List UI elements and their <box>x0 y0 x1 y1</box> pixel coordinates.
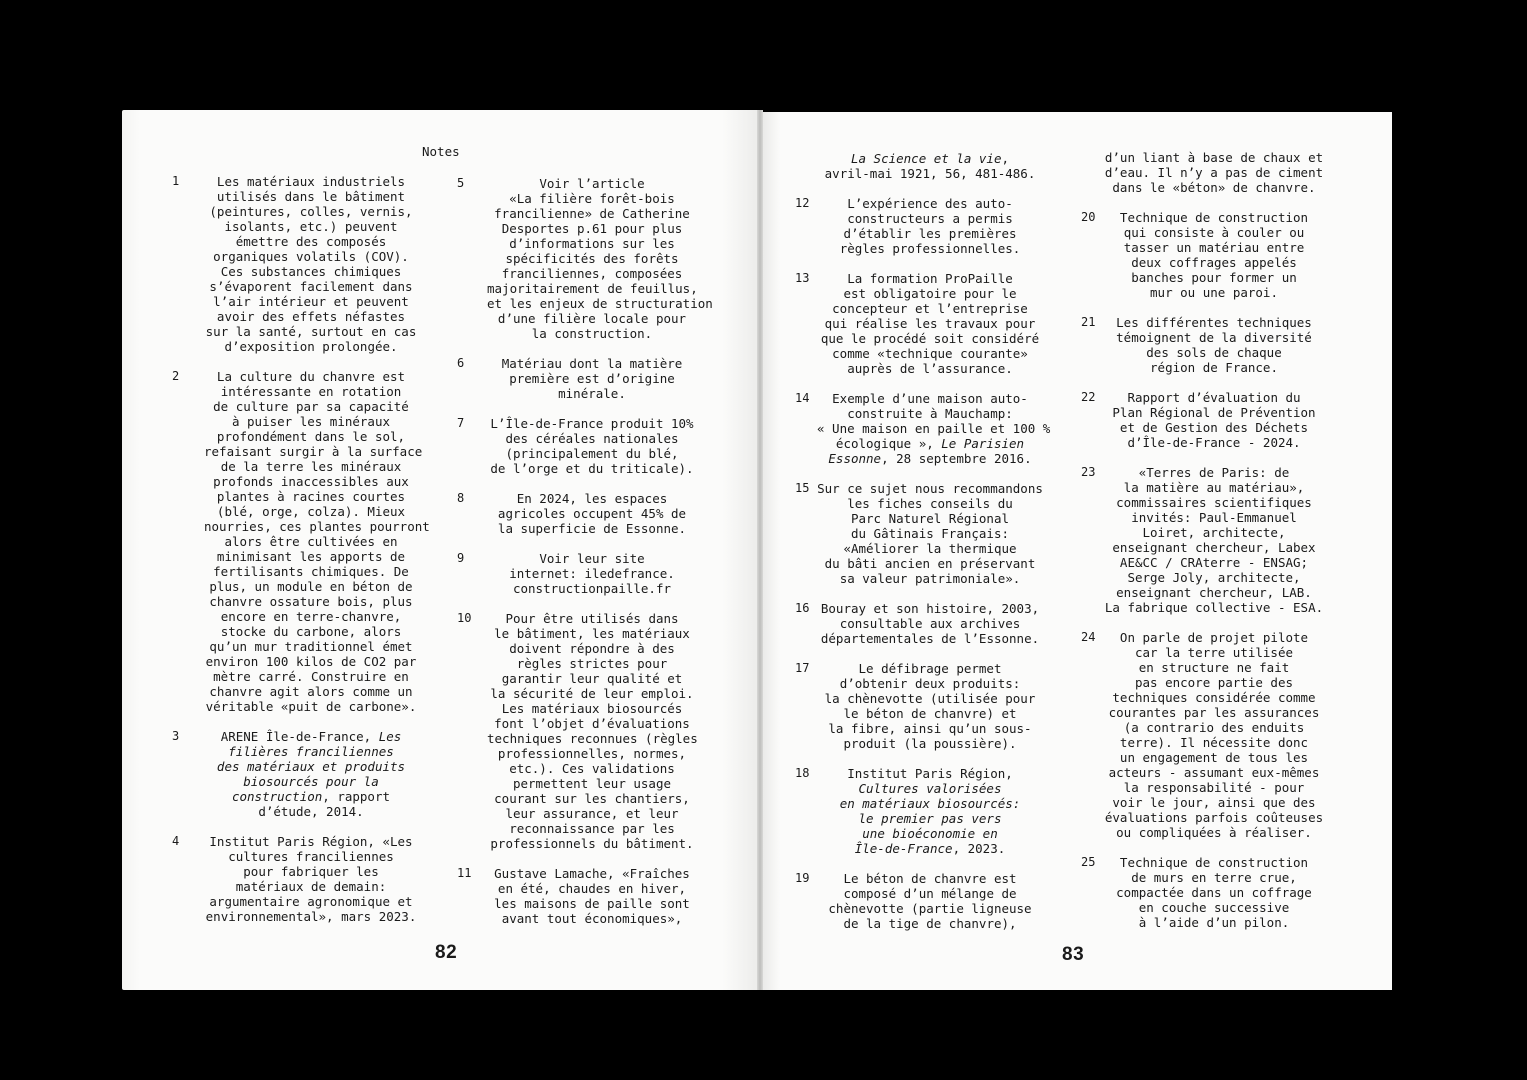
note-line: La culture du chanvre est <box>216 369 406 384</box>
note-line: enseignant chercheur, Labex <box>1112 540 1316 555</box>
note-line: mètre carré. Construire en <box>213 669 409 684</box>
note-line: techniques considérée comme <box>1112 690 1316 705</box>
note-line: utilisés dans le bâtiment <box>216 189 406 204</box>
note-line: (principalement du blé, <box>505 446 679 461</box>
note-line: Les matériaux industriels <box>216 174 406 189</box>
note-line: commissaires scientifiques <box>1116 495 1312 510</box>
note-line: cultures franciliennes <box>228 849 394 864</box>
note-line: d’établir les premières <box>843 226 1017 241</box>
note-line: environnemental», mars 2023. <box>205 909 417 924</box>
note-line: compactée dans un coffrage <box>1116 885 1312 900</box>
note-line: une bioéconomie en <box>862 826 998 841</box>
note-text <box>204 834 418 924</box>
note-line: reconnaissance par les <box>509 821 675 836</box>
note-line: émettre des composés <box>235 234 387 249</box>
note-line: Technique de construction <box>1119 210 1309 225</box>
note-line: des matériaux et produits <box>216 759 406 774</box>
note-line: départementales de l’Essonne. <box>820 631 1040 646</box>
note-line: banches pour former un <box>1131 270 1297 285</box>
note-line: d’informations sur les <box>509 236 675 251</box>
note-text <box>487 866 697 926</box>
note-line: qu’un mur traditionnel émet <box>209 639 413 654</box>
note-line: filières franciliennes <box>228 744 394 759</box>
note-line: organiques volatils (COV). <box>213 249 409 264</box>
note-line: la chènevotte (utilisée pour <box>824 691 1036 706</box>
note-text <box>1103 390 1325 450</box>
note-line: auprès de l’assurance. <box>847 361 1013 376</box>
note-line: Voir leur site <box>539 551 645 566</box>
note-text <box>817 481 1043 586</box>
note-14 <box>795 391 1051 466</box>
note-line: On parle de projet pilote <box>1119 630 1309 645</box>
note-number: 15 <box>795 481 810 495</box>
note-8 <box>457 491 697 536</box>
note-line: Parc Naturel Régional <box>850 511 1010 526</box>
note-col4-continued <box>1081 150 1325 195</box>
note-16 <box>795 601 1043 646</box>
note-line: première est d’origine <box>509 371 675 386</box>
note-line: etc.). Ces validations <box>509 761 675 776</box>
note-line: refaisant surgir à la surface <box>204 444 423 459</box>
note-line: alors être cultivées en <box>224 534 398 549</box>
note-text <box>487 551 697 596</box>
note-line: pas encore partie des <box>1134 675 1294 690</box>
note-line: d’obtenir deux produits: <box>839 676 1021 691</box>
note-text <box>817 391 1051 466</box>
note-line: d’étude, 2014. <box>258 804 364 819</box>
note-line: L’Île-de-France produit 10% <box>490 416 694 431</box>
note-text <box>204 174 418 354</box>
note-number: 20 <box>1081 210 1096 224</box>
note-line: de la tige de chanvre), <box>843 916 1017 931</box>
note-line: «La filière forêt-bois <box>509 191 675 206</box>
note-line: isolants, etc.) peuvent <box>224 219 398 234</box>
note-9 <box>457 551 697 596</box>
note-line: agricoles occupent 45% de <box>497 506 687 521</box>
note-line: francilienne» de Catherine <box>494 206 690 221</box>
note-line: en couche successive <box>1138 900 1290 915</box>
note-5 <box>457 176 713 341</box>
note-line: et de Gestion des Déchets <box>1119 420 1309 435</box>
note-line: Cultures valorisées <box>858 781 1002 796</box>
note-number: 11 <box>457 866 472 880</box>
note-line: doivent répondre à des <box>509 641 675 656</box>
note-number: 12 <box>795 196 810 210</box>
note-line: stocke du carbone, alors <box>220 624 402 639</box>
note-4 <box>172 834 418 924</box>
note-line: AE&CC / CRAterre - ENSAG; <box>1119 555 1309 570</box>
note-line: internet: iledefrance. <box>509 566 675 581</box>
page-number-right: 83 <box>1062 944 1085 965</box>
note-line: véritable «puit de carbone». <box>205 699 417 714</box>
note-line: minérale. <box>558 386 626 401</box>
note-line: en matériaux biosourcés: <box>839 796 1021 811</box>
note-line: Île-de-France, 2023. <box>854 841 1006 856</box>
book-gutter <box>757 110 763 990</box>
note-line: de culture par sa capacité <box>213 399 409 414</box>
note-line: car la terre utilisée <box>1134 645 1294 660</box>
note-line: d’une filière locale pour <box>497 311 687 326</box>
note-line: chanvre ossature bois, plus <box>209 594 413 609</box>
note-line: du Gâtinais Français: <box>850 526 1010 541</box>
note-text <box>1103 855 1325 930</box>
note-line: d’eau. Il n’y a pas de ciment <box>1104 165 1324 180</box>
note-line: qui réalise les travaux pour <box>824 316 1036 331</box>
note-line: les fiches conseils du <box>847 496 1013 511</box>
note-line: ARENE Île-de-France, Les <box>220 729 402 744</box>
note-line: la fibre, ainsi qu’un sous- <box>828 721 1032 736</box>
note-line: En 2024, les espaces <box>516 491 668 506</box>
note-line: profonds inaccessibles aux <box>213 474 409 489</box>
note-line: fertilisants chimiques. De <box>213 564 409 579</box>
note-number: 23 <box>1081 465 1096 479</box>
note-line: avril-mai 1921, 56, 481-486. <box>824 166 1036 181</box>
note-line: Technique de construction <box>1119 855 1309 870</box>
note-text <box>817 871 1043 931</box>
note-line: encore en terre-chanvre, <box>220 609 402 624</box>
note-line: le béton de chanvre) et <box>843 706 1017 721</box>
note-line: matériaux de demain: <box>235 879 387 894</box>
note-line: majoritairement de feuillus, <box>487 281 698 296</box>
note-11 <box>457 866 697 926</box>
note-line: produit (la poussière). <box>843 736 1017 751</box>
note-line: techniques reconnues (règles <box>487 731 698 746</box>
note-text <box>817 661 1043 751</box>
note-number: 5 <box>457 176 465 190</box>
note-line: ou compliquées à réaliser. <box>1116 825 1312 840</box>
note-line: Gustave Lamache, «Fraîches <box>494 866 690 881</box>
note-line: biosourcés pour la <box>243 774 379 789</box>
note-number: 7 <box>457 416 465 430</box>
note-line: en été, chaudes en hiver, <box>497 881 687 896</box>
note-line: la construction. <box>531 326 653 341</box>
note-line: Les différentes techniques <box>1116 315 1312 330</box>
note-line: Loiret, architecte, <box>1142 525 1286 540</box>
note-line: intéressante en rotation <box>220 384 402 399</box>
note-line: argumentaire agronomique et <box>209 894 413 909</box>
note-line: qui consiste à couler ou <box>1123 225 1305 240</box>
note-line: la superficie de Essonne. <box>497 521 687 536</box>
note-line: la matière au matériau», <box>1123 480 1305 495</box>
note-line: Serge Joly, architecte, <box>1127 570 1301 585</box>
note-line: de murs en terre crue, <box>1131 870 1297 885</box>
note-line: s’évaporent facilement dans <box>209 279 413 294</box>
note-number: 19 <box>795 871 810 885</box>
note-line: (peintures, colles, vernis, <box>209 204 413 219</box>
note-text <box>1103 630 1325 840</box>
note-line: avoir des effets néfastes <box>216 309 406 324</box>
note-line: règles professionnelles. <box>839 241 1021 256</box>
notes-column-2 <box>457 176 713 941</box>
note-text <box>204 369 430 714</box>
note-line: Sur ce sujet nous recommandons <box>817 481 1043 496</box>
note-line: un engagement de tous les <box>1119 750 1309 765</box>
note-number: 1 <box>172 174 180 188</box>
note-1 <box>172 174 418 354</box>
note-line: Institut Paris Région, «Les <box>209 834 413 849</box>
note-line: professionnels du bâtiment. <box>490 836 694 851</box>
note-line: La formation ProPaille <box>847 271 1013 286</box>
note-line: leur assurance, et leur <box>505 806 679 821</box>
note-line: minimisant les apports de <box>216 549 406 564</box>
note-number: 25 <box>1081 855 1096 869</box>
note-line: «Améliorer la thermique <box>843 541 1017 556</box>
notes-column-4 <box>1081 150 1325 945</box>
note-line: à l’aide d’un pilon. <box>1138 915 1290 930</box>
note-25 <box>1081 855 1325 930</box>
note-line: Rapport d’évaluation du <box>1127 390 1301 405</box>
note-line: est obligatoire pour le <box>843 286 1017 301</box>
note-line: Plan Régional de Prévention <box>1112 405 1316 420</box>
note-line: Ces substances chimiques <box>220 264 402 279</box>
note-line: Le défibrage permet <box>858 661 1002 676</box>
note-line: enseignant chercheur, LAB. <box>1116 585 1312 600</box>
note-3 <box>172 729 418 819</box>
note-17 <box>795 661 1043 751</box>
note-line: voir le jour, ainsi que des <box>1112 795 1316 810</box>
note-line: témoignent de la diversité <box>1116 330 1312 345</box>
note-line: La Science et la vie, <box>850 151 1010 166</box>
note-line: courantes par les assurances <box>1108 705 1320 720</box>
note-line: constructeurs a permis <box>847 211 1013 226</box>
note-line: plus, un module en béton de <box>209 579 413 594</box>
note-line: (a contrario des enduits <box>1123 720 1305 735</box>
note-6 <box>457 356 697 401</box>
note-line: que le procédé soit considéré <box>820 331 1040 346</box>
note-line: nourries, ces plantes pourront <box>204 519 430 534</box>
note-10 <box>457 611 697 851</box>
note-line: chènevotte (partie ligneuse <box>828 901 1032 916</box>
note-line: de l’orge et du triticale). <box>490 461 694 476</box>
note-24 <box>1081 630 1325 840</box>
note-21 <box>1081 315 1325 375</box>
note-line: avant tout économiques», <box>501 911 683 926</box>
note-line: Essonne, 28 septembre 2016. <box>828 451 1032 466</box>
note-col3-continued <box>795 151 1043 181</box>
note-line: de la terre les minéraux <box>220 459 402 474</box>
note-line: pour fabriquer les <box>243 864 379 879</box>
note-line: composé d’un mélange de <box>843 886 1017 901</box>
note-line: l’air intérieur et peuvent <box>213 294 409 309</box>
note-line: sa valeur patrimoniale». <box>839 571 1021 586</box>
notes-column-3 <box>795 151 1051 946</box>
note-line: Bouray et son histoire, 2003, <box>820 601 1040 616</box>
note-line: «Terres de Paris: de <box>1138 465 1290 480</box>
notes-column-1 <box>172 174 430 939</box>
note-line: acteurs - assumant eux-mêmes <box>1108 765 1320 780</box>
note-line: Desportes p.61 pour plus <box>501 221 683 236</box>
note-line: chanvre agit alors comme un <box>209 684 413 699</box>
note-line: règles strictes pour <box>516 656 668 671</box>
note-number: 9 <box>457 551 465 565</box>
note-line: invités: Paul-Emmanuel <box>1131 510 1297 525</box>
note-line: construite à Mauchamp: <box>847 406 1013 421</box>
note-line: région de France. <box>1150 360 1278 375</box>
note-line: consultable aux archives <box>839 616 1021 631</box>
note-line: Les matériaux biosourcés <box>501 701 683 716</box>
note-number: 4 <box>172 834 180 848</box>
note-text <box>1103 150 1325 195</box>
note-text <box>204 729 418 819</box>
note-line: terre). Il nécessite donc <box>1119 735 1309 750</box>
note-line: professionnelles, normes, <box>497 746 687 761</box>
note-line: en structure ne fait <box>1138 660 1290 675</box>
note-number: 14 <box>795 391 810 405</box>
note-line: franciliennes, composées <box>501 266 683 281</box>
note-text <box>817 601 1043 646</box>
note-19 <box>795 871 1043 931</box>
note-line: La fabrique collective - ESA. <box>1104 600 1324 615</box>
note-text <box>487 356 697 401</box>
note-number: 2 <box>172 369 180 383</box>
note-line: des céréales nationales <box>505 431 679 446</box>
note-number: 24 <box>1081 630 1096 644</box>
note-line: le bâtiment, les matériaux <box>494 626 690 641</box>
note-text <box>817 766 1043 856</box>
note-line: comme «technique courante» <box>832 346 1028 361</box>
note-number: 13 <box>795 271 810 285</box>
note-12 <box>795 196 1043 256</box>
note-line: du bâti ancien en préservant <box>824 556 1036 571</box>
note-2 <box>172 369 430 714</box>
note-number: 22 <box>1081 390 1096 404</box>
note-line: dans le «béton» de chanvre. <box>1112 180 1316 195</box>
note-line: courant sur les chantiers, <box>494 791 690 806</box>
page-number-left: 82 <box>435 942 458 963</box>
note-number: 18 <box>795 766 810 780</box>
note-22 <box>1081 390 1325 450</box>
note-line: permettent leur usage <box>512 776 672 791</box>
note-15 <box>795 481 1043 586</box>
note-number: 6 <box>457 356 465 370</box>
note-line: à puiser les minéraux <box>231 414 391 429</box>
note-line: Voir l’article <box>539 176 645 191</box>
note-text <box>1103 210 1325 300</box>
note-line: le premier pas vers <box>858 811 1002 826</box>
note-line: sur la santé, surtout en cas <box>205 324 417 339</box>
note-line: (blé, orge, colza). Mieux <box>216 504 406 519</box>
note-line: d’exposition prolongée. <box>224 339 398 354</box>
note-line: Le béton de chanvre est <box>843 871 1017 886</box>
note-line: construction, rapport <box>231 789 391 804</box>
note-text <box>1103 315 1325 375</box>
note-line: évaluations parfois coûteuses <box>1104 810 1324 825</box>
note-line: plantes à racines courtes <box>216 489 406 504</box>
note-13 <box>795 271 1043 376</box>
note-line: constructionpaille.fr <box>512 581 672 596</box>
note-line: des sols de chaque <box>1146 345 1282 360</box>
note-line: garantir leur qualité et <box>501 671 683 686</box>
note-line: Institut Paris Région, <box>847 766 1013 781</box>
note-line: la sécurité de leur emploi. <box>490 686 694 701</box>
note-text <box>1103 465 1325 615</box>
note-line: « Une maison en paille et 100 % <box>817 421 1051 436</box>
note-text <box>817 196 1043 256</box>
note-number: 3 <box>172 729 180 743</box>
note-line: spécificités des forêts <box>505 251 679 266</box>
note-18 <box>795 766 1043 856</box>
note-line: deux coffrages appelés <box>1131 255 1297 270</box>
note-7 <box>457 416 697 476</box>
note-line: profondément dans le sol, <box>216 429 406 444</box>
note-line: environ 100 kilos de CO2 par <box>205 654 417 669</box>
note-text <box>487 416 697 476</box>
note-number: 21 <box>1081 315 1096 329</box>
note-line: d’Île-de-France - 2024. <box>1127 435 1301 450</box>
note-20 <box>1081 210 1325 300</box>
note-line: tasser un matériau entre <box>1123 240 1305 255</box>
note-text <box>817 271 1043 376</box>
note-line: écologique », Le Parisien <box>835 436 1025 451</box>
note-line: Pour être utilisés dans <box>505 611 679 626</box>
note-line: font l’objet d’évaluations <box>494 716 690 731</box>
note-text <box>487 491 697 536</box>
note-23 <box>1081 465 1325 615</box>
note-line: les maisons de paille sont <box>494 896 690 911</box>
note-line: d’un liant à base de chaux et <box>1104 150 1324 165</box>
note-line: mur ou une paroi. <box>1150 285 1278 300</box>
note-line: et les enjeux de structuration <box>487 296 713 311</box>
note-text <box>487 176 713 341</box>
note-text <box>487 611 697 851</box>
note-text <box>817 151 1043 181</box>
note-line: la responsabilité - pour <box>1123 780 1305 795</box>
note-line: concepteur et l’entreprise <box>832 301 1028 316</box>
note-number: 17 <box>795 661 810 675</box>
note-line: Matériau dont la matière <box>501 356 683 371</box>
note-number: 10 <box>457 611 472 625</box>
note-number: 16 <box>795 601 810 615</box>
note-line: Exemple d’une maison auto- <box>832 391 1028 406</box>
note-line: L’expérience des auto- <box>847 196 1013 211</box>
notes-heading: Notes <box>422 144 460 159</box>
note-number: 8 <box>457 491 465 505</box>
